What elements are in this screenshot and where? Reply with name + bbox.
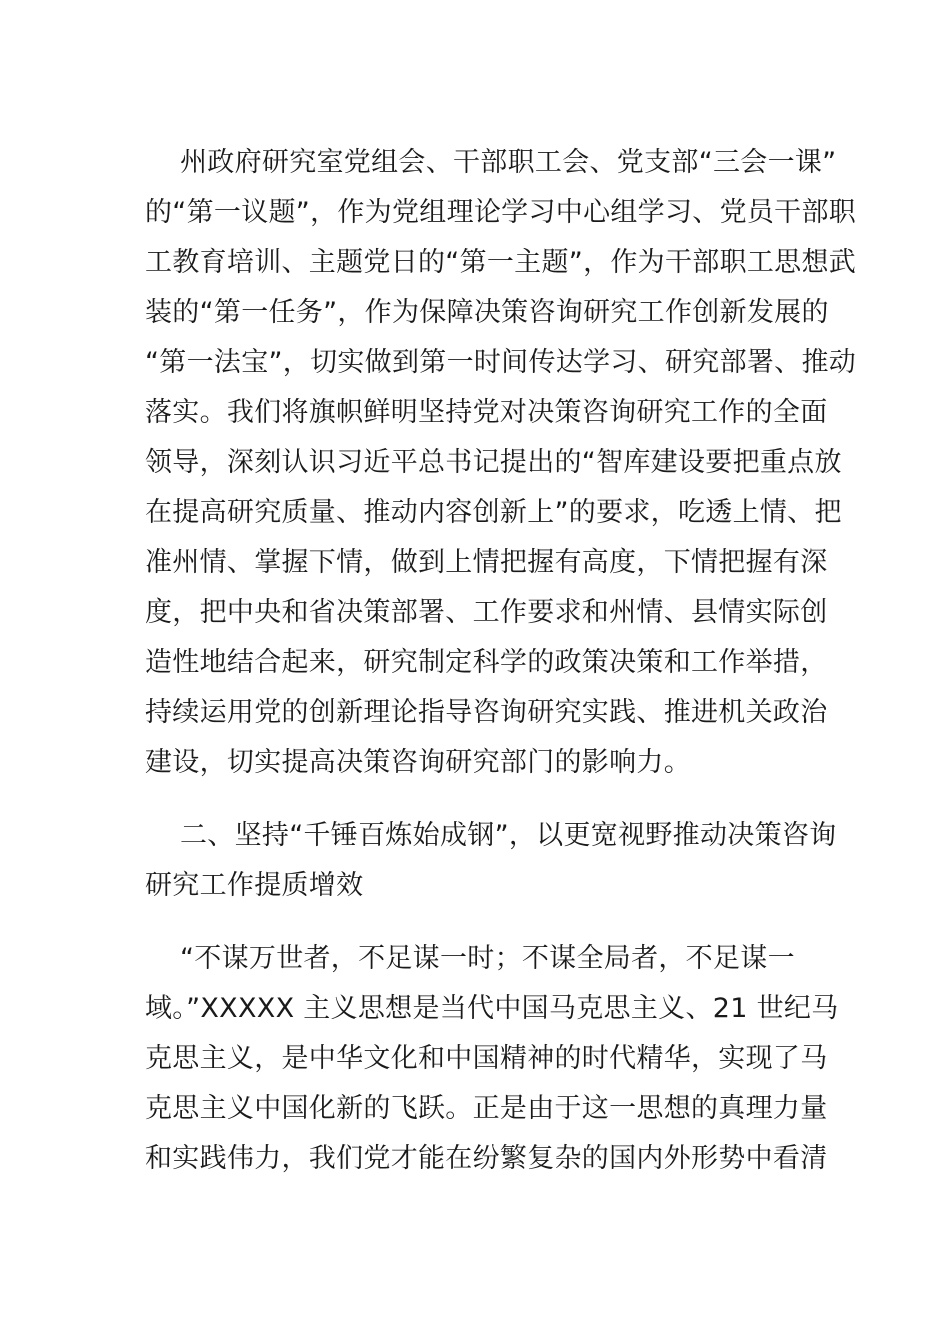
- paragraph-line: 建设，切实提高决策咨询研究部门的影响力。: [145, 747, 691, 778]
- section-heading-line: 二、坚持“千锤百炼始成钢”，以更宽视野推动决策咨询: [180, 820, 837, 851]
- section-heading-line: 研究工作提质增效: [145, 870, 364, 901]
- paragraph-line: 度，把中央和省决策部署、工作要求和州情、县情实际创: [145, 597, 828, 628]
- paragraph-line: “不谋万世者，不足谋一时；不谋全局者，不足谋一: [180, 943, 795, 974]
- paragraph-line: 域。”XXXXX 主义思想是当代中国马克思主义、21 世纪马: [145, 993, 839, 1024]
- paragraph-line: 装的“第一任务”，作为保障决策咨询研究工作创新发展的: [145, 297, 829, 328]
- paragraph-line: 克思主义中国化新的飞跃。正是由于这一思想的真理力量: [145, 1093, 828, 1124]
- paragraph-line: “第一法宝”，切实做到第一时间传达学习、研究部署、推动: [145, 347, 857, 378]
- paragraph-line: 在提高研究质量、推动内容创新上”的要求，吃透上情、把: [145, 497, 842, 528]
- paragraph-line: 州政府研究室党组会、干部职工会、党支部“三会一课”: [180, 147, 837, 178]
- paragraph-line: 造性地结合起来，研究制定科学的政策决策和工作举措，: [145, 647, 828, 678]
- paragraph-line: 落实。我们将旗帜鲜明坚持党对决策咨询研究工作的全面: [145, 397, 828, 428]
- paragraph-line: 领导，深刻认识习近平总书记提出的“智库建设要把重点放: [145, 447, 842, 478]
- paragraph-line: 克思主义，是中华文化和中国精神的时代精华，实现了马: [145, 1043, 828, 1074]
- paragraph-line: 和实践伟力，我们党才能在纷繁复杂的国内外形势中看清: [145, 1143, 828, 1174]
- paragraph-line: 的“第一议题”，作为党组理论学习中心组学习、党员干部职: [145, 197, 857, 228]
- paragraph-line: 准州情、掌握下情，做到上情把握有高度，下情把握有深: [145, 547, 828, 578]
- paragraph-line: 持续运用党的创新理论指导咨询研究实践、推进机关政治: [145, 697, 828, 728]
- paragraph-line: 工教育培训、主题党日的“第一主题”，作为干部职工思想武: [145, 247, 857, 278]
